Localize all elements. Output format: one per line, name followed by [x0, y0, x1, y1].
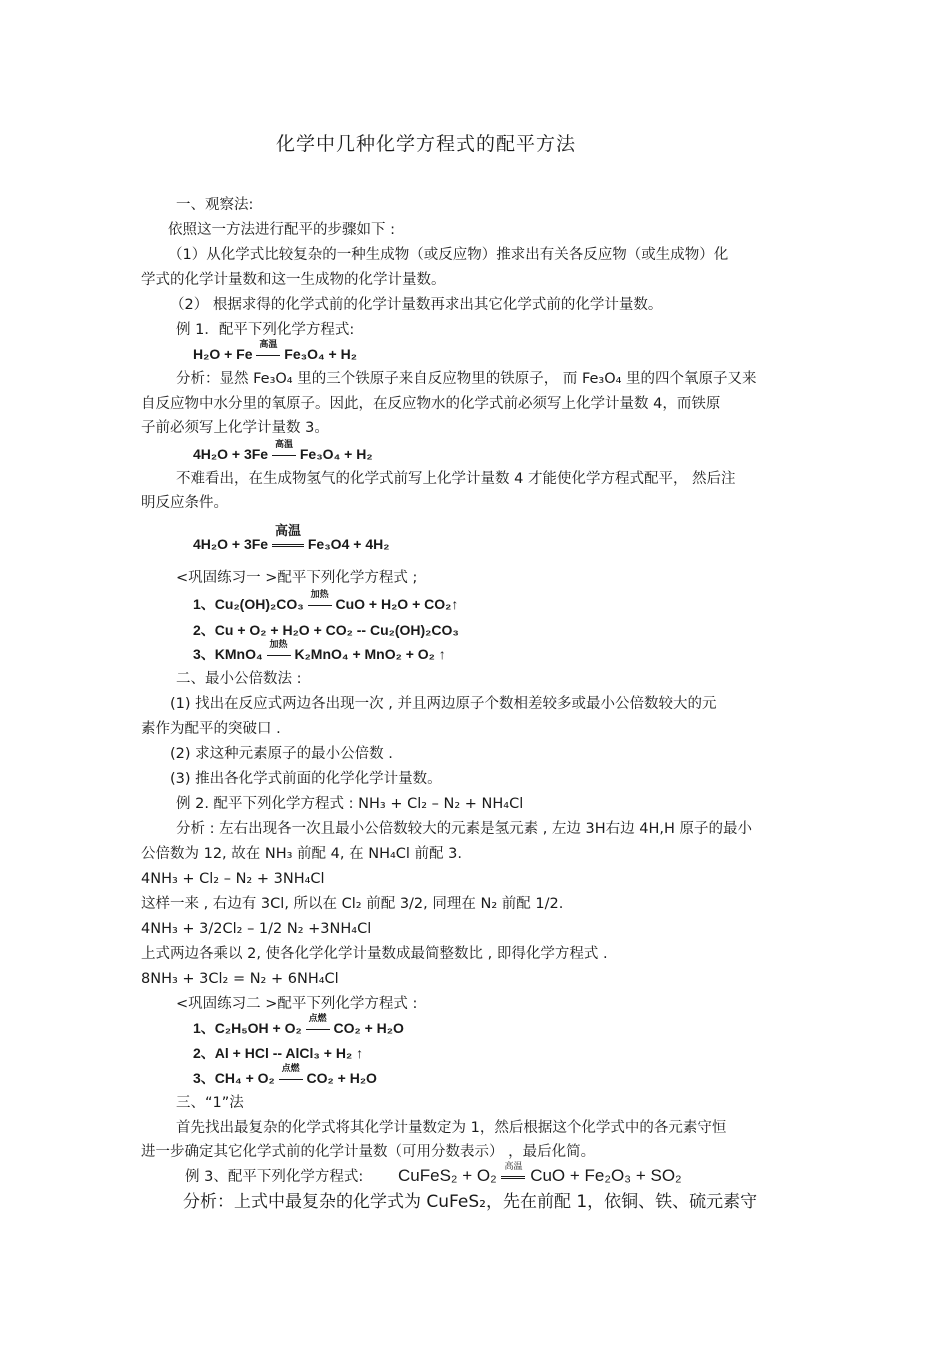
- equation: 4NH₃ + 3/2Cl₂ – 1/2 N₂ +3NH₄Cl: [141, 921, 372, 937]
- equation-left: H₂O + Fe: [193, 346, 253, 362]
- section-heading-lcm: 二、最小公倍数法 :: [176, 671, 302, 687]
- paragraph: 子前必须写上化学计量数 3。: [141, 420, 329, 436]
- equation: [193, 439, 373, 465]
- equation-right: Fe₃O₄ + H₂: [299, 446, 373, 462]
- example-heading: 例 1．配平下列化学方程式:: [176, 322, 355, 338]
- equation-right: CO₂ + H₂O: [306, 1070, 377, 1086]
- example-heading: 例 2. 配平下列化学方程式 : NH₃ + Cl₂ – N₂ + NH₄Cl: [176, 796, 524, 812]
- equation-left: 3、CH₄ + O₂: [193, 1070, 275, 1086]
- equation: 4NH₃ + Cl₂ – N₂ + 3NH₄Cl: [141, 871, 325, 887]
- reaction-condition: 点燃: [308, 1013, 327, 1024]
- paragraph: 不难看出，在生成物氢气的化学式前写上化学计量数 4 才能使化学方程式配平， 然后注: [176, 471, 736, 487]
- reaction-condition: 高温: [274, 439, 293, 450]
- reaction-arrow: [267, 639, 291, 662]
- paragraph: 分析：上式中最复杂的化学式为 CuFeS₂，先在前配 1，依铜、铁、硫元素守: [183, 1192, 758, 1212]
- paragraph: 依照这一方法进行配平的步骤如下 :: [168, 222, 395, 238]
- reaction-condition: 高温: [274, 523, 301, 539]
- reaction-arrow: [308, 589, 332, 612]
- example-heading: 例 3、配平下列化学方程式:: [185, 1169, 364, 1185]
- reaction-arrow: [256, 339, 280, 362]
- reaction-condition: 点燃: [281, 1063, 300, 1074]
- paragraph: (2) 求这种元素原子的最小公倍数 .: [170, 746, 393, 762]
- paragraph: 分析：显然 Fe₃O₄ 里的三个铁原子来自反应物里的铁原子， 而 Fe₃O₄ 里的四个氧原子又来: [176, 371, 757, 387]
- paragraph: (3) 推出各化学式前面的化学化学计量数。: [170, 771, 442, 787]
- reaction-arrow: [272, 439, 296, 462]
- equation-right: CuO + Fe₂O₃ + SO₂: [530, 1166, 682, 1185]
- page-title: 化学中几种化学方程式的配平方法: [276, 133, 577, 155]
- section-heading-observation: 一、观察法:: [176, 197, 254, 213]
- section-heading-one-method: 三、“1”法: [176, 1095, 244, 1111]
- paragraph: （1）从化学式比较复杂的一种生成物（或反应物）推求出有关各反应物（或生成物）化: [168, 247, 729, 263]
- equation-right: K₂MnO₄ + MnO₂ + O₂ ↑: [294, 646, 446, 662]
- reaction-condition: 高温: [504, 1160, 523, 1171]
- practice-equation-3: [193, 639, 446, 665]
- reaction-arrow: [272, 523, 304, 552]
- equation-right: CuO + H₂O + CO₂↑: [335, 596, 459, 612]
- equation: [398, 1160, 682, 1188]
- paragraph: 进一步确定其它化学式前的化学计量数（可用分数表示） ，最后化简。: [141, 1144, 596, 1160]
- practice-equation-3: [193, 1063, 377, 1089]
- reaction-arrow: [501, 1160, 525, 1184]
- equation-left: 1、C₂H₅OH + O₂: [193, 1020, 302, 1036]
- practice-equation-1: [193, 589, 459, 615]
- practice-equation-2: 2、Al + HCl -- AlCl₃ + H₂ ↑: [193, 1045, 364, 1061]
- practice-heading: <巩固练习一 >配平下列化学方程式 ;: [176, 570, 418, 586]
- equation-left: 3、KMnO₄: [193, 646, 263, 662]
- equation-right: CO₂ + H₂O: [333, 1020, 404, 1036]
- paragraph: 分析 : 左右出现各一次且最小公倍数较大的元素是氢元素 , 左边 3H右边 4H,H 原子的最小: [176, 821, 753, 837]
- paragraph: (1) 找出在反应式两边各出现一次 , 并且两边原子个数相差较多或最小公倍数较大的元: [170, 696, 717, 712]
- paragraph: 上式两边各乘以 2, 使各化学化学计量数成最简整数比 , 即得化学方程式 .: [141, 946, 608, 962]
- equation-left: 4H₂O + 3Fe: [193, 536, 269, 552]
- reaction-arrow: [306, 1013, 330, 1036]
- paragraph: 素作为配平的突破口 .: [141, 721, 281, 737]
- reaction-condition: 加热: [310, 589, 329, 600]
- reaction-arrow: [279, 1063, 303, 1086]
- equation: [193, 523, 390, 555]
- equation-right: Fe₃O4 + 4H₂: [307, 536, 390, 552]
- reaction-condition: 高温: [259, 339, 278, 350]
- equation: [193, 339, 357, 365]
- paragraph: 公倍数为 12, 故在 NH₃ 前配 4, 在 NH₄Cl 前配 3.: [141, 846, 462, 862]
- paragraph: 自反应物中水分里的氧原子。因此，在反应物水的化学式前必须写上化学计量数 4，而铁原: [141, 396, 721, 412]
- paragraph: 学式的化学计量数和这一生成物的化学计量数。: [141, 272, 446, 288]
- paragraph: 这样一来 , 右边有 3Cl, 所以在 Cl₂ 前配 3/2, 同理在 N₂ 前配 1/2.: [141, 896, 564, 912]
- practice-heading: <巩固练习二 >配平下列化学方程式 :: [176, 996, 418, 1012]
- equation: 8NH₃ + 3Cl₂ = N₂ + 6NH₄Cl: [141, 971, 339, 987]
- equation-left: 4H₂O + 3Fe: [193, 446, 269, 462]
- paragraph: 首先找出最复杂的化学式将其化学计量数定为 1，然后根据这个化学式中的各元素守恒: [176, 1120, 727, 1136]
- equation-left: CuFeS₂ + O₂: [398, 1166, 497, 1185]
- equation-left: 1、Cu₂(OH)₂CO₃: [193, 596, 304, 612]
- paragraph: 明反应条件。: [141, 495, 228, 511]
- practice-equation-1: [193, 1013, 404, 1039]
- equation-right: Fe₃O₄ + H₂: [284, 346, 357, 362]
- practice-equation-2: 2、Cu + O₂ + H₂O + CO₂ -- Cu₂(OH)₂CO₃: [193, 622, 459, 638]
- paragraph: （2） 根据求得的化学式前的化学计量数再求出其它化学式前的化学计量数。: [170, 297, 663, 313]
- reaction-condition: 加热: [269, 639, 288, 650]
